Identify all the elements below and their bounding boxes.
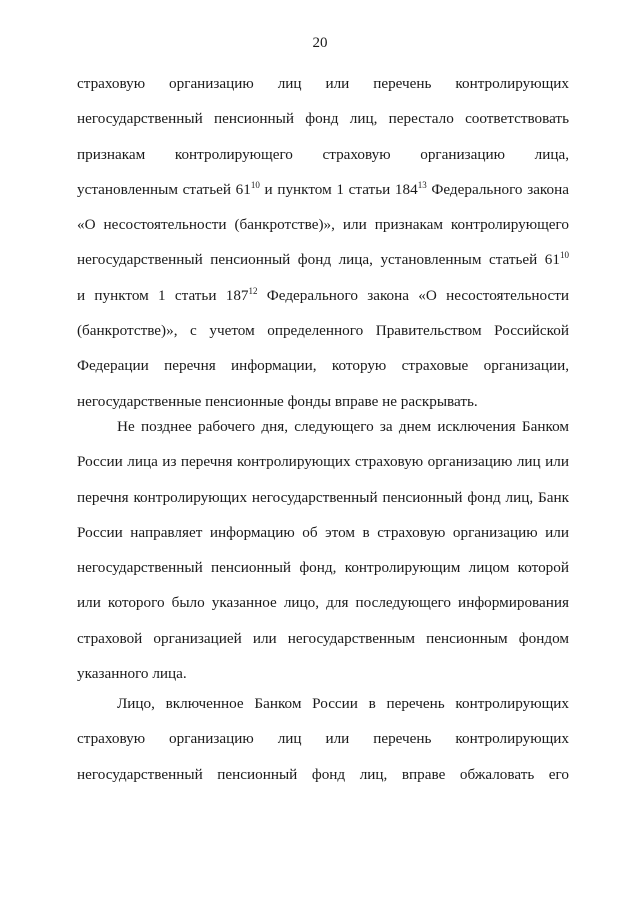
text-line: негосударственный пенсионный фонд лиц, вправе обжаловать его	[77, 765, 569, 783]
text-line-with-footnotes	[77, 278, 569, 313]
text-line: перечня контролирующих негосударственный пенсионный фонд лиц, Банк	[77, 488, 569, 506]
text-line: страховую организацию лиц или перечень контролирующих	[77, 75, 569, 92]
text-segment: и пунктом 1 статьи 187	[77, 286, 249, 304]
text-line: страховую организацию лиц или перечень контролирующих	[77, 730, 569, 748]
text-segment: и пунктом 1 статьи 184	[259, 180, 418, 198]
superscript-reference: 10	[250, 179, 260, 190]
text-segment: негосударственный пенсионный фонд лица, установленным статьей 61	[77, 251, 560, 269]
text-line: негосударственный пенсионный фонд, контролирующим лицом которой	[77, 559, 569, 577]
text-line: России направляет информацию об этом в страховую организацию или	[77, 523, 569, 541]
text-line: Федерации перечня информации, которую страховые организации,	[77, 357, 569, 375]
page-number: 20	[312, 35, 328, 51]
superscript-reference: 10	[560, 250, 569, 261]
text-line: (банкротстве)», с учетом определенного Правительством Российской	[77, 322, 569, 340]
text-line: страховой организацией или негосударственным пенсионным фондом	[77, 629, 569, 647]
paragraph-continuation	[77, 66, 569, 419]
text-segment: Федерального закона	[426, 180, 569, 198]
text-line: признакам контролирующего страховую организацию лица,	[77, 145, 569, 163]
text-segment: установленным статьей 61	[77, 180, 251, 198]
paragraph-appeal	[77, 686, 569, 792]
text-line: Не позднее рабочего дня, следующего за днем исключения Банком	[117, 418, 569, 435]
text-line: указанного лица.	[77, 665, 187, 683]
text-segment: Федерального закона «О несостоятельности	[257, 286, 570, 304]
text-line-with-footnotes	[77, 172, 569, 207]
text-line: «О несостоятельности (банкротстве)», или признакам контролирующего	[77, 216, 569, 234]
superscript-reference: 13	[417, 179, 427, 190]
text-line: или которого было указанное лицо, для последующего информирования	[77, 594, 569, 612]
text-line-with-footnotes	[77, 242, 569, 277]
paragraph-bank-exclusion	[77, 409, 569, 691]
text-line: Лицо, включенное Банком России в перечень контролирующих	[117, 695, 569, 712]
text-line: негосударственный пенсионный фонд лиц, перестало соответствовать	[77, 110, 569, 128]
text-line: России лица из перечня контролирующих страховую организацию лиц или	[77, 453, 569, 471]
superscript-reference: 12	[248, 285, 258, 296]
text-line: негосударственные пенсионные фонды вправе не раскрывать.	[77, 392, 478, 410]
